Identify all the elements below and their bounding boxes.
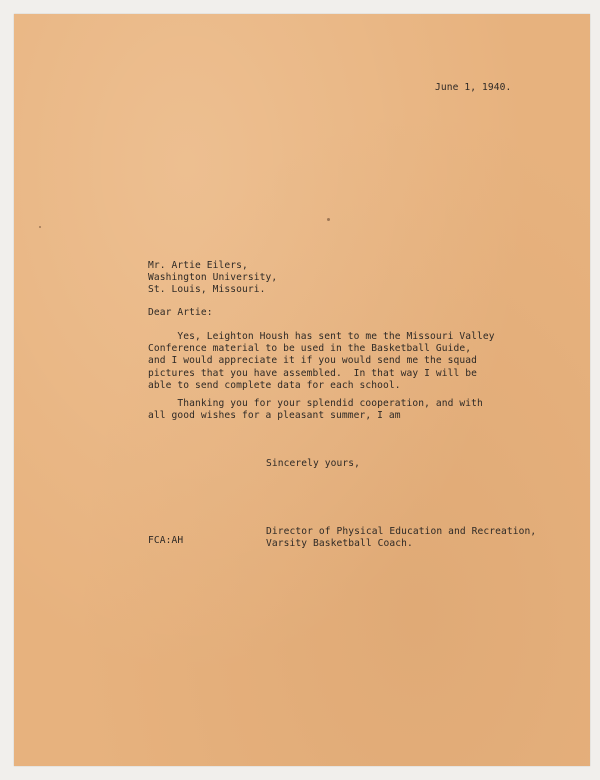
body-line: Thanking you for your splendid cooperation, and with <box>148 398 483 409</box>
body-line: Conference material to be used in the Basketball Guide, <box>148 343 472 355</box>
salutation: Dear Artie: <box>148 307 213 318</box>
body-line: pictures that you have assembled. In that way I will be <box>148 367 478 379</box>
paper-speck <box>39 226 41 228</box>
body-line: all good wishes for a pleasant summer, I am <box>148 410 401 422</box>
body-paragraph-1 <box>148 331 495 392</box>
body-paragraph-2 <box>148 398 483 422</box>
typist-initials: FCA:AH <box>148 535 184 546</box>
recipient-address <box>148 260 277 297</box>
signature-title-line: Varsity Basketball Coach. <box>266 538 413 550</box>
body-line: Yes, Leighton Housh has sent to me the Missouri Valley <box>148 331 495 342</box>
body-line: able to send complete data for each school. <box>148 379 401 391</box>
letter-page <box>14 14 590 766</box>
signature-title <box>266 526 536 550</box>
letter-date: June 1, 1940. <box>435 82 512 93</box>
body-line: and I would appreciate it if you would send me the squad <box>148 355 478 367</box>
closing: Sincerely yours, <box>266 458 361 469</box>
signature-title-line: Director of Physical Education and Recreation, <box>266 526 537 537</box>
paper-speck <box>327 218 330 221</box>
recipient-line: Washington University, <box>148 272 278 284</box>
recipient-line: Mr. Artie Eilers, <box>148 260 248 271</box>
recipient-line: St. Louis, Missouri. <box>148 284 266 296</box>
